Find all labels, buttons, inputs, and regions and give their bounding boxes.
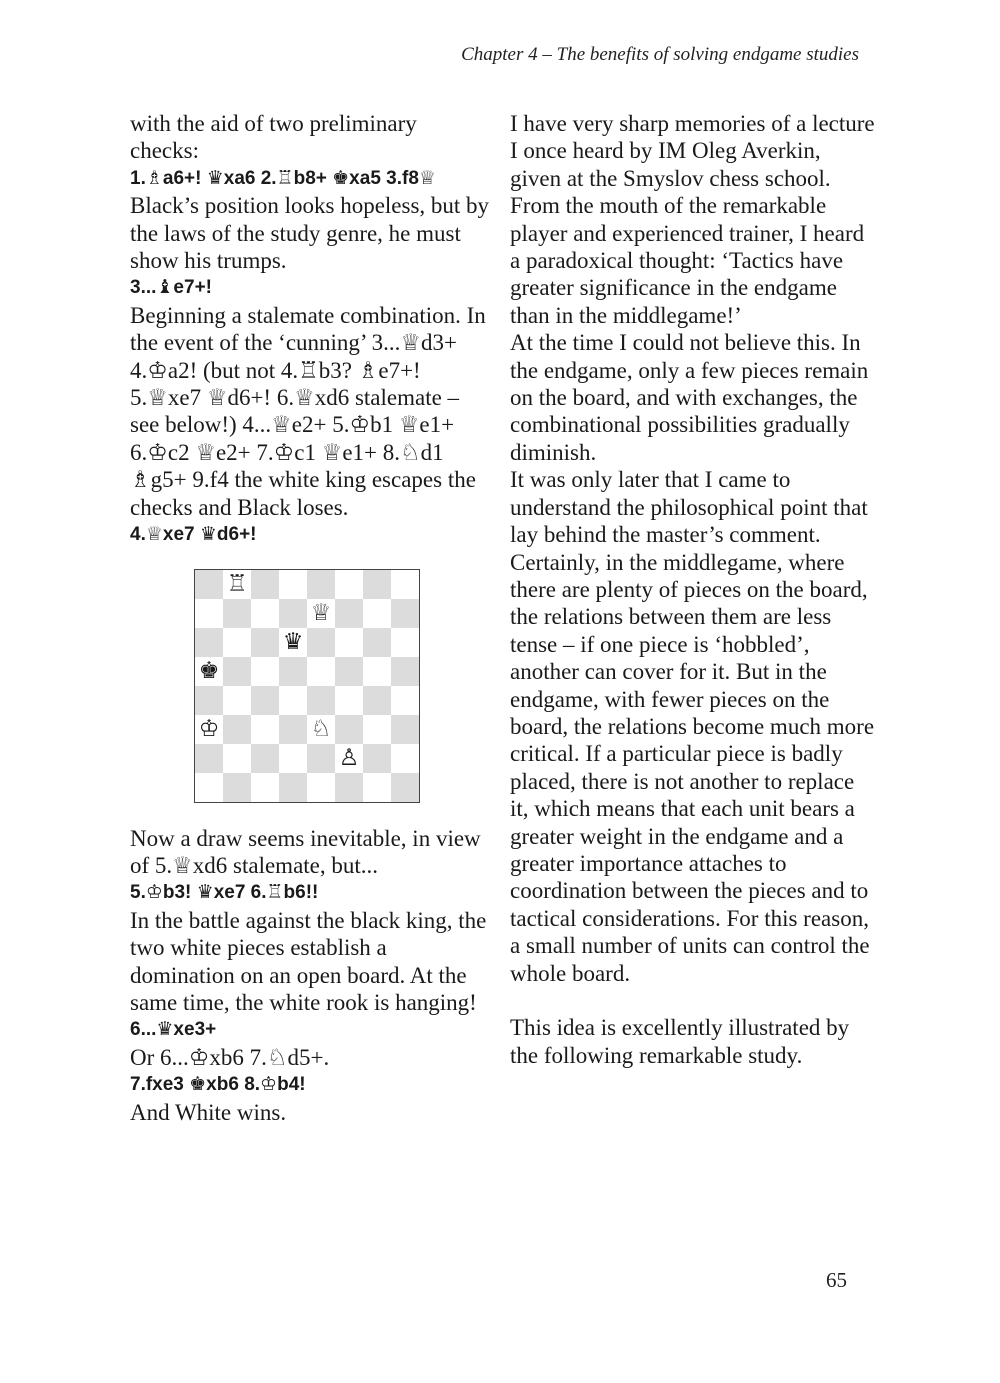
- square-h2: [391, 744, 419, 773]
- square-a4: [195, 686, 223, 715]
- square-d5: [279, 657, 307, 686]
- square-b2: [223, 744, 251, 773]
- white-rook-icon: ♖: [226, 570, 248, 597]
- square-h1: [391, 773, 419, 802]
- square-a2: [195, 744, 223, 773]
- square-e7: [307, 599, 335, 628]
- square-b7: [223, 599, 251, 628]
- move-line: 5.♔b3! ♛xe7 6.♖b6!!: [130, 882, 319, 904]
- square-a6: [195, 628, 223, 657]
- square-f2: [335, 744, 363, 773]
- chess-board: [194, 569, 420, 803]
- square-g7: [363, 599, 391, 628]
- square-c3: [251, 715, 279, 744]
- square-e3: [307, 715, 335, 744]
- paragraph: Black’s position looks hopeless, but by the laws of the study genre, he must show his trumps.: [130, 193, 490, 274]
- square-e1: [307, 773, 335, 802]
- square-c1: [251, 773, 279, 802]
- move-line: 4.♕xe7 ♛d6+!: [130, 524, 257, 546]
- square-g1: [363, 773, 391, 802]
- square-h3: [391, 715, 419, 744]
- paragraph: In the battle against the black king, the two white pieces establish a domination on an open board. At the same time, the white rook is hanging!: [130, 907, 487, 1015]
- move-line: 3...♝e7+!: [130, 277, 212, 299]
- square-c4: [251, 686, 279, 715]
- square-a8: [195, 570, 223, 599]
- black-queen-icon: ♛: [282, 628, 304, 655]
- square-d3: [279, 715, 307, 744]
- square-h8: [391, 570, 419, 599]
- square-e4: [307, 686, 335, 715]
- paragraph: At the time I could not believe this. In the endgame, only a few pieces remain on the board, and with exchanges, the combinational possibilities gradually diminish.: [510, 330, 869, 465]
- move-line: 1.♗a6+! ♛xa6 2.♖b8+ ♚xa5 3.f8♕: [130, 167, 436, 189]
- square-b6: [223, 628, 251, 657]
- square-d6: [279, 628, 307, 657]
- square-b4: [223, 686, 251, 715]
- square-h6: [391, 628, 419, 657]
- square-f8: [335, 570, 363, 599]
- square-a1: [195, 773, 223, 802]
- square-c7: [251, 599, 279, 628]
- square-b5: [223, 657, 251, 686]
- square-d2: [279, 744, 307, 773]
- square-f4: [335, 686, 363, 715]
- paragraph: And White wins.: [130, 1099, 287, 1125]
- square-f3: [335, 715, 363, 744]
- square-c5: [251, 657, 279, 686]
- square-a5: [195, 657, 223, 686]
- square-d8: [279, 570, 307, 599]
- paragraph: Or 6...♔xb6 7.♘d5+.: [130, 1044, 330, 1070]
- square-e6: [307, 628, 335, 657]
- square-g6: [363, 628, 391, 657]
- paragraph: Now a draw seems inevitable, in view of 5.♕xd6 stalemate, but...: [130, 825, 481, 878]
- square-g4: [363, 686, 391, 715]
- square-d1: [279, 773, 307, 802]
- square-a3: [195, 715, 223, 744]
- square-f1: [335, 773, 363, 802]
- square-b3: [223, 715, 251, 744]
- square-g5: [363, 657, 391, 686]
- square-h4: [391, 686, 419, 715]
- square-h7: [391, 599, 419, 628]
- square-f6: [335, 628, 363, 657]
- square-c8: [251, 570, 279, 599]
- move-line: 7.fxe3 ♚xb6 8.♔b4!: [130, 1074, 306, 1096]
- square-d4: [279, 686, 307, 715]
- paragraph: Beginning a stalemate combination. In the event of the ‘cunning’ 3...♕d3+ 4.♔a2! (but not 4.♖b3? ♗e7+! 5.♕xe7 ♕d6+! 6.♕xd6 stalemate – see below!) 4...♕e2+ 5.♔b1 ♕e1+ 6.♔c2 ♕e2+ 7.♔c1 ♕e1+ 8.♘d1 ♗g5+ 9.f4 the white king escapes the checks and Black loses.: [130, 302, 486, 520]
- right-column: [510, 110, 875, 1069]
- square-b8: [223, 570, 251, 599]
- square-b1: [223, 773, 251, 802]
- square-g8: [363, 570, 391, 599]
- square-h5: [391, 657, 419, 686]
- black-king-icon: ♚: [198, 657, 220, 684]
- square-c2: [251, 744, 279, 773]
- square-g2: [363, 744, 391, 773]
- paragraph: with the aid of two preliminary checks:: [130, 111, 417, 164]
- chess-diagram: [130, 549, 490, 825]
- paragraph: It was only later that I came to understand the philosophical point that lay behind the master’s comment.: [510, 467, 868, 548]
- white-king-icon: ♔: [198, 715, 220, 742]
- left-column: [130, 110, 490, 1126]
- paragraph: This idea is excellently illustrated by the following remarkable study.: [510, 1015, 850, 1068]
- move-line: 6...♛xe3+: [130, 1019, 217, 1041]
- running-head: Chapter 4 – The benefits of solving endgame studies: [461, 44, 859, 65]
- page-number: 65: [826, 1268, 847, 1292]
- paragraph: I have very sharp memories of a lecture I once heard by IM Oleg Averkin, given at the Smyslov chess school. From the mouth of the remarkable player and experienced trainer, I heard a paradoxical thought: ‘Tactics have greater significance in the endgame than in the middlegame!’: [510, 111, 875, 328]
- white-queen-icon: ♕: [310, 599, 332, 626]
- square-e2: [307, 744, 335, 773]
- square-g3: [363, 715, 391, 744]
- white-knight-icon: ♘: [310, 715, 332, 742]
- square-f5: [335, 657, 363, 686]
- square-e5: [307, 657, 335, 686]
- square-e8: [307, 570, 335, 599]
- square-c6: [251, 628, 279, 657]
- square-d7: [279, 599, 307, 628]
- square-a7: [195, 599, 223, 628]
- spacer: [510, 987, 875, 1014]
- white-pawn-icon: ♙: [338, 744, 360, 771]
- paragraph: Certainly, in the middlegame, where there are plenty of pieces on the board, the relations between them are less tense – if one piece is ‘hobbled’, another can cover for it. But in the endgame, with fewer pieces on the board, the relations become much more critical. If a particular piece is badly placed, there is not another to replace it, which means that each unit bears a greater weight in the endgame and a greater importance attaches to coordination between the pieces and to tactical considerations. For this reason, a small number of units can control the whole board.: [510, 549, 875, 986]
- square-f7: [335, 599, 363, 628]
